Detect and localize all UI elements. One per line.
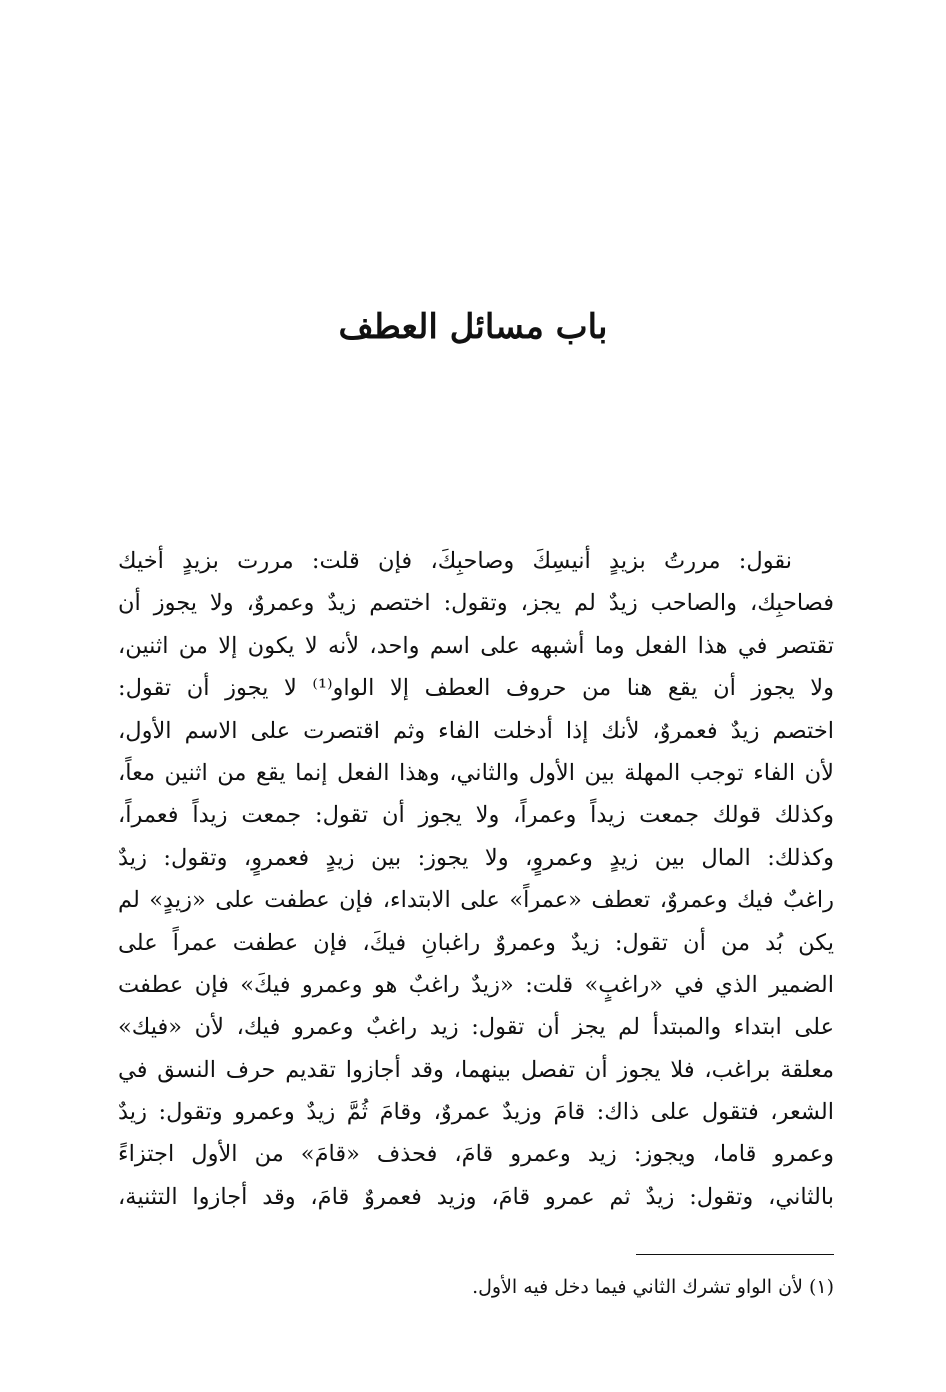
body-line: وكذلك قولك جمعت زيداً وعمراً، ولا يجوز أن تقول: جمعت زيداً فعمراً، — [118, 802, 834, 829]
body-line: نقول: مررتُ بزيدٍ أنيسِكَ وصاحبِكَ، فإن قلت: مررت بزيدٍ أخيك — [118, 548, 792, 574]
body-line: على ابتداء والمبتدأ لم يجز أن تقول: زيد راغبٌ وعمرو فيك، لأن «فيك» — [118, 1014, 834, 1041]
body-line: ولا يجوز أن يقع هنا من حروف العطف إلا الواو⁽¹⁾ لا يجوز أن تقول: — [118, 675, 834, 702]
footnote-divider — [636, 1254, 834, 1255]
body-line: معلقة براغب، فلا يجوز أن تفصل بينهما، وقد أجازوا تقديم حرف النسق في — [118, 1056, 834, 1083]
body-line: راغبٌ فيك وعمروٌ، تعطف «عمراً» على الابتداء، فإن عطفت على «زيدٍ» لم — [118, 887, 834, 914]
body-line: الضمير الذي في «راغبٍ» قلت: «زيدٌ راغبٌ هو وعمرو فيكَ» فإن عطفت — [118, 971, 834, 998]
body-line: يكن بُد من أن تقول: زيدٌ وعمروٌ راغبانِ فيكَ، فإن عطفت عمراً على — [118, 929, 834, 956]
body-line: فصاحبِك، والصاحب زيدٌ لم يجز، وتقول: اختصم زيدٌ وعمروٌ، ولا يجوز أن — [118, 590, 834, 617]
body-line: تقتصر في هذا الفعل وما أشبهه على اسم واحد، لأنه لا يكون إلا من اثنين، — [118, 632, 834, 659]
body-line: بالثاني، وتقول: زيدٌ ثم عمرو قامَ، وزيد فعمروٌ قامَ، وقد أجازوا التثنية، — [118, 1183, 834, 1210]
body-text — [118, 540, 834, 1218]
footnote: (١) لأن الواو تشرك الثاني فيما دخل فيه الأول. — [472, 1276, 834, 1298]
chapter-title: باب مسائل العطف — [338, 307, 608, 347]
body-line: لأن الفاء توجب المهلة بين الأول والثاني، وهذا الفعل إنما يقع من اثنين معاً، — [118, 759, 834, 786]
body-line: الشعر، فتقول على ذاك: قامَ وزيدٌ عمروٌ، وقامَ ثُمَّ زيدٌ وعمرو وتقول: زيدٌ — [118, 1099, 834, 1126]
body-line: وعمرو قاما، ويجوز: زيد وعمرو قامَ، فحذف «قامَ» من الأول اجتزاءً — [118, 1141, 834, 1168]
body-line: اختصم زيدٌ فعمروٌ، لأنك إذا أدخلت الفاء وثم اقتصرت على الاسم الأول، — [118, 717, 834, 744]
body-line: وكذلك: المال بين زيدٍ وعمروٍ، ولا يجوز: بين زيدٍ فعمروٍ، وتقول: زيدٌ — [118, 844, 834, 871]
